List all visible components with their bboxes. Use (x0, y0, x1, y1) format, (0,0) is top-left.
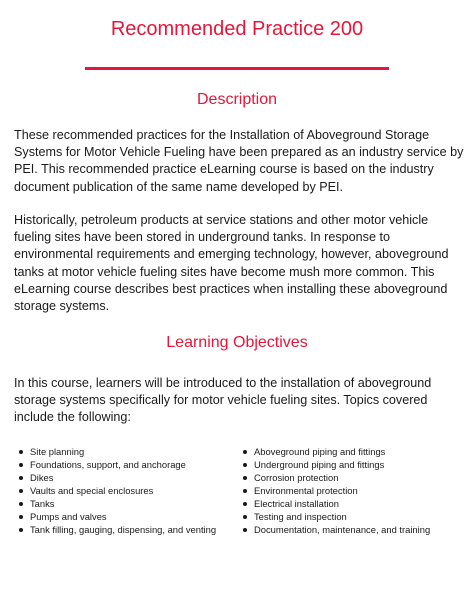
topic-item (18, 497, 240, 510)
topic-label: Aboveground piping and fittings (254, 446, 386, 457)
bullet-icon (243, 502, 247, 506)
bullet-icon (243, 528, 247, 532)
description-paragraph-1: These recommended practices for the Installation of Aboveground Storage Systems for Motor Vehicle Fueling have been prepared as an industry service by PEI. This recommended practice eLearning course is based on the industry document publication of the same name developed by PEI. (14, 128, 464, 194)
description-paragraph-2: Historically, petroleum products at service stations and other motor vehicle fueling sites have been stored in underground tanks. In response to environmental requirements and emerging technology, however, aboveground tanks at motor vehicle fueling sites have become mush more common. This eLearning course describes best practices when installing these aboveground storage systems. (14, 213, 449, 314)
topic-item (18, 471, 240, 484)
bullet-icon (243, 463, 247, 467)
topics-list-left (18, 445, 240, 536)
topic-item (242, 458, 472, 471)
topics-list-right (242, 445, 472, 536)
topic-item (18, 458, 240, 471)
topic-label: Foundations, support, and anchorage (30, 459, 186, 470)
bullet-icon (19, 476, 23, 480)
bullet-icon (19, 463, 23, 467)
bullet-icon (19, 450, 23, 454)
topic-label: Pumps and valves (30, 511, 107, 522)
topic-item (242, 445, 472, 458)
bullet-icon (243, 515, 247, 519)
topic-label: Underground piping and fittings (254, 459, 385, 470)
topic-label: Tank filling, gauging, dispensing, and venting (30, 524, 217, 535)
topic-label: Documentation, maintenance, and training (254, 524, 431, 535)
topic-item (242, 497, 472, 510)
topic-item (18, 445, 240, 458)
topic-item (242, 523, 472, 536)
topic-item (18, 510, 240, 523)
bullet-icon (19, 489, 23, 493)
topic-label: Electrical installation (254, 498, 339, 509)
bullet-icon (243, 489, 247, 493)
topic-label: Dikes (30, 472, 54, 483)
description-heading: Description (196, 91, 278, 108)
bullet-icon (19, 502, 23, 506)
topic-item (242, 484, 472, 497)
page-title: Recommended Practice 200 (110, 18, 364, 40)
topic-item (18, 484, 240, 497)
topic-label: Site planning (30, 446, 85, 457)
topic-label: Testing and inspection (254, 511, 347, 522)
topic-item (242, 510, 472, 523)
objectives-intro: In this course, learners will be introduced to the installation of aboveground storage systems specifically for motor vehicle fueling sites. Topics covered include the following: (14, 376, 432, 425)
bullet-icon (243, 450, 247, 454)
bullet-icon (19, 528, 23, 532)
topic-label: Vaults and special enclosures (30, 485, 154, 496)
bullet-icon (243, 476, 247, 480)
topic-label: Corrosion protection (254, 472, 339, 483)
title-divider (85, 67, 389, 70)
learning-objectives-heading: Learning Objectives (166, 334, 308, 351)
topic-item (18, 523, 240, 536)
topic-label: Tanks (30, 498, 55, 509)
topic-item (242, 471, 472, 484)
topic-label: Environmental protection (254, 485, 358, 496)
bullet-icon (19, 515, 23, 519)
